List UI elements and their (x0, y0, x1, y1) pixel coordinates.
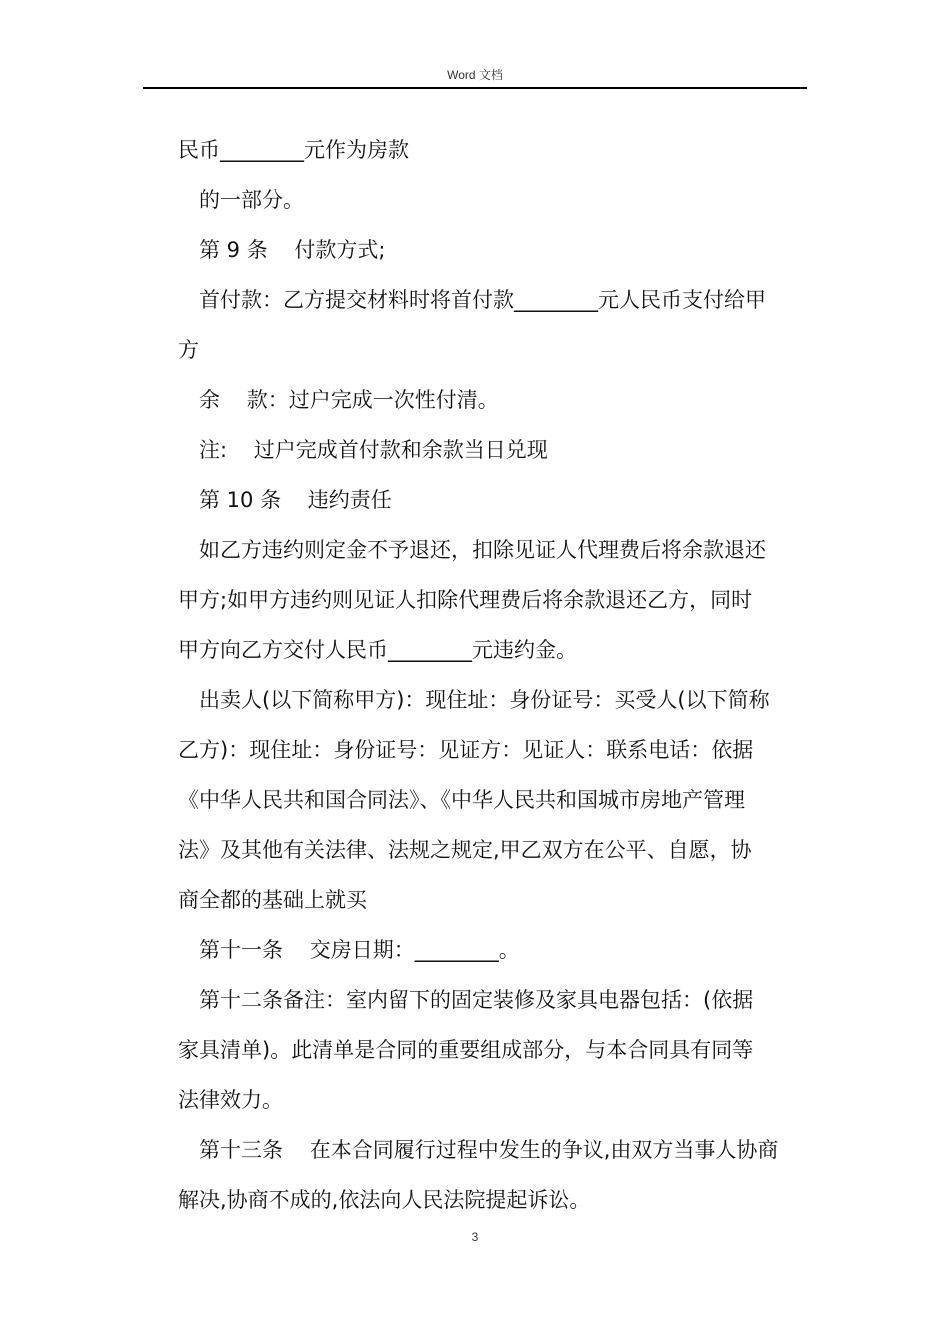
body-line: 第 10 条 违约责任 (199, 488, 392, 512)
body-line: 第十二条备注：室内留下的固定装修及家具电器包括：(依据 (199, 988, 754, 1012)
body-line: 乙方)：现住址：身份证号：见证方：见证人：联系电话：依据 (178, 738, 754, 762)
body-line: 余 款：过户完成一次性付清。 (199, 388, 499, 412)
body-line: 法》及其他有关法律、法规之规定,甲乙双方在公平、自愿，协 (178, 838, 752, 862)
body-line: 如乙方违约则定金不予退还，扣除见证人代理费后将余款退还 (199, 538, 766, 562)
body-line: 出卖人(以下简称甲方)：现住址：身份证号：买受人(以下简称 (199, 688, 770, 712)
body-line: 解决,协商不成的,依法向人民法院提起诉讼。 (178, 1188, 591, 1212)
body-line: 首付款：乙方提交材料时将首付款________元人民币支付给甲 (199, 288, 766, 312)
body-line: 《中华人民共和国合同法》、《中华人民共和国城市房地产管理 (178, 788, 745, 812)
header-divider (143, 87, 807, 89)
page-header: Word 文档 (447, 68, 503, 82)
body-line: 民币________元作为房款 (178, 138, 409, 162)
body-line: 法律效力。 (178, 1088, 283, 1112)
body-line: 第十三条 在本合同履行过程中发生的争议,由双方当事人协商 (199, 1138, 779, 1162)
body-line: 方 (178, 338, 199, 362)
body-line: 第十一条 交房日期：________。 (199, 938, 520, 962)
body-line: 第 9 条 付款方式; (199, 238, 386, 262)
body-line: 的一部分。 (199, 188, 304, 212)
body-line: 甲方;如甲方违约则见证人扣除代理费后将余款退还乙方，同时 (178, 588, 753, 612)
body-line: 商全都的基础上就买 (178, 888, 367, 912)
body-line: 甲方向乙方交付人民币________元违约金。 (178, 638, 577, 662)
page-number: 3 (471, 1230, 479, 1244)
body-line: 注: 过户完成首付款和余款当日兑现 (199, 438, 548, 462)
body-line: 家具清单)。此清单是合同的重要组成部分，与本合同具有同等 (178, 1038, 754, 1062)
